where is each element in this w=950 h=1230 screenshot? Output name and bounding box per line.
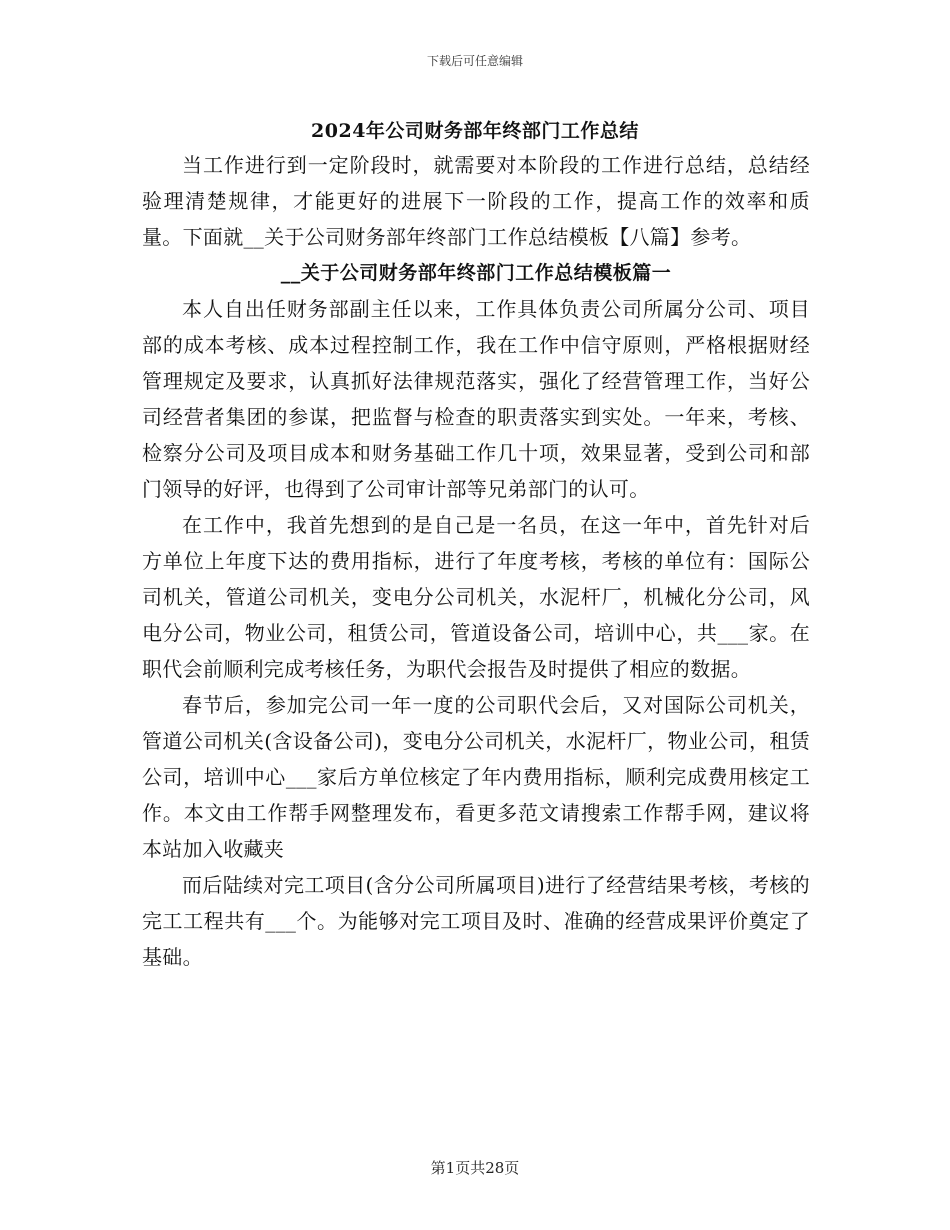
body-paragraph: 在工作中，我首先想到的是自己是一名员，在这一年中，首先针对后方单位上年度下达的费用指标，进行了年度考核，考核的单位有：国际公司机关，管道公司机关，变电分公司机关，水泥杆厂，机械化分公司，风电分公司，物业公司，租赁公司，管道设备公司，培训中心，共___家。在职代会前顺利完成考核任务，为职代会报告及时提供了相应的数据。 xyxy=(142,513,810,681)
body-paragraph: 本人自出任财务部副主任以来，工作具体负责公司所属分公司、项目部的成本考核、成本过程控制工作，我在工作中信守原则，严格根据财经管理规定及要求，认真抓好法律规范落实，强化了经营管理工作，当好公司经营者集团的参谋，把监督与检查的职责落实到实处。一年来，考核、检察分公司及项目成本和财务基础工作几十项，效果显著，受到公司和部门领导的好评，也得到了公司审计部等兄弟部门的认可。 xyxy=(142,297,810,501)
section-title: __关于公司财务部年终部门工作总结模板篇一 xyxy=(280,262,672,284)
body-paragraph: 而后陆续对完工项目(含分公司所属项目)进行了经营结果考核，考核的完工工程共有___个。为能够对完工项目及时、准确的经营成果评价奠定了基础。 xyxy=(142,873,810,969)
document-title: 2024年公司财务部年终部门工作总结 xyxy=(311,120,639,142)
page-footer: 第1页共28页 xyxy=(430,1159,520,1177)
document-body xyxy=(142,147,810,975)
header-note: 下载后可任意编辑 xyxy=(426,54,523,68)
body-paragraph: 春节后，参加完公司一年一度的公司职代会后，又对国际公司机关，管道公司机关(含设备公司)，变电分公司机关，水泥杆厂，物业公司，租赁公司，培训中心___家后方单位核定了年内费用指标，顺利完成费用核定工作。本文由工作帮手网整理发布，看更多范文请搜索工作帮手网，建议将本站加入收藏夹 xyxy=(142,693,810,861)
intro-paragraph: 当工作进行到一定阶段时，就需要对本阶段的工作进行总结，总结经验理清楚规律，才能更好的进展下一阶段的工作，提高工作的效率和质量。下面就__关于公司财务部年终部门工作总结模板【八篇】参考。 xyxy=(142,153,810,249)
